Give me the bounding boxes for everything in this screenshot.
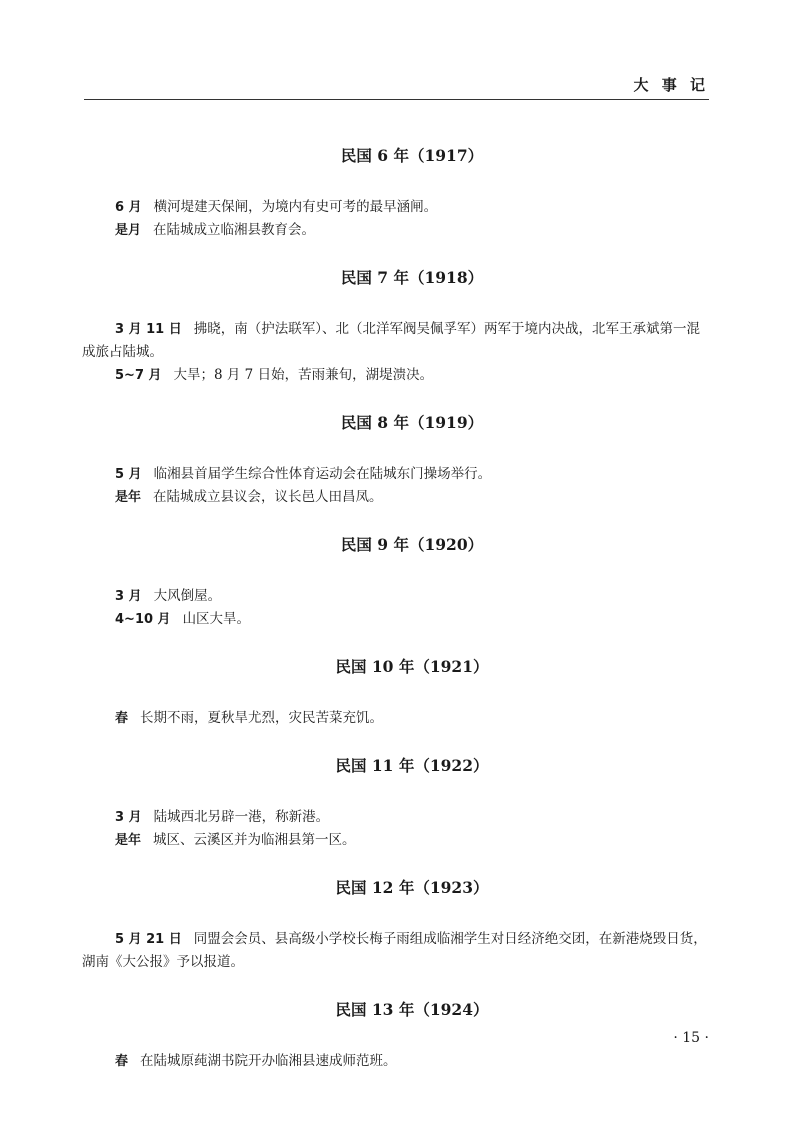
entry (115, 219, 709, 242)
section-1921 (115, 657, 709, 730)
section-1922 (115, 756, 709, 852)
entry-text: 山区大旱。 (182, 611, 251, 627)
entry-date: 6 月 (115, 200, 142, 215)
year-heading: 民国 11 年（1922） (335, 756, 489, 775)
section-1919 (115, 413, 709, 509)
entry-text: 临湘县首届学生综合性体育运动会在陆城东门操场举行。 (153, 466, 492, 482)
entry-text: 长期不雨，夏秋旱尤烈，灾民苦菜充饥。 (140, 710, 384, 726)
entry-text: 城区、云溪区并为临湘县第一区。 (153, 832, 356, 848)
section-1920 (115, 535, 709, 631)
entry-date: 5 月 (115, 467, 142, 482)
year-heading: 民国 7 年（1918） (340, 268, 484, 287)
entry (115, 829, 709, 852)
entry-date: 是年 (115, 490, 142, 505)
section-1923 (82, 878, 709, 974)
entry-text: 拂晓，南（护法联军）、北（北洋军阀吴佩孚军）两军于境内决战，北军王承斌第一混成旅占陆城。 (82, 321, 700, 360)
page-number: · 15 · (673, 1030, 709, 1046)
entry-date: 5 月 21 日 (115, 932, 182, 947)
entry-date: 3 月 (115, 589, 142, 604)
header-rule (84, 99, 709, 100)
section-1918 (82, 268, 709, 387)
year-heading: 民国 13 年（1924） (335, 1000, 489, 1019)
entry-text: 在陆城成立临湘县教育会。 (153, 222, 316, 238)
year-heading: 民国 6 年（1917） (340, 146, 484, 165)
entry-text: 在陆城原莼湖书院开办临湘县速成师范班。 (140, 1053, 397, 1069)
entry (115, 1050, 709, 1073)
entry-text: 大旱；8 月 7 日始，苦雨兼旬，湖堤溃决。 (173, 367, 434, 383)
entry-text: 大风倒屋。 (153, 588, 222, 604)
year-heading: 民国 8 年（1919） (340, 413, 484, 432)
entry (82, 928, 709, 974)
entry-date: 3 月 11 日 (115, 322, 182, 337)
entry-text: 陆城西北另辟一港，称新港。 (153, 809, 330, 825)
entry-date: 5~7 月 (115, 368, 162, 383)
entry (115, 608, 709, 631)
entry-text: 同盟会会员、县高级小学校长梅子雨组成临湘学生对日经济绝交团，在新港烧毁日货，湖南《大公报》予以报道。 (82, 931, 707, 970)
entry (82, 318, 709, 364)
entry (115, 806, 709, 829)
year-heading: 民国 9 年（1920） (340, 535, 484, 554)
entry-date: 春 (115, 1054, 129, 1069)
entry (115, 707, 709, 730)
entry-text: 在陆城成立县议会，议长邑人田昌凤。 (153, 489, 383, 505)
entry (115, 585, 709, 608)
entry-date: 是年 (115, 833, 142, 848)
entry-date: 3 月 (115, 810, 142, 825)
entry (115, 196, 709, 219)
entry (115, 486, 709, 509)
entry-date: 春 (115, 711, 129, 726)
section-1924 (115, 1000, 709, 1073)
entry-date: 是月 (115, 223, 142, 238)
entry (115, 463, 709, 486)
year-heading: 民国 10 年（1921） (335, 657, 489, 676)
running-head: 大 事 记 (633, 76, 709, 94)
section-1917 (115, 146, 709, 242)
year-heading: 民国 12 年（1923） (335, 878, 489, 897)
entry-text: 横河堤建天保闸，为境内有史可考的最早涵闸。 (153, 199, 438, 215)
chronicle-content (82, 146, 709, 1099)
entry (115, 364, 709, 387)
entry-date: 4~10 月 (115, 612, 171, 627)
